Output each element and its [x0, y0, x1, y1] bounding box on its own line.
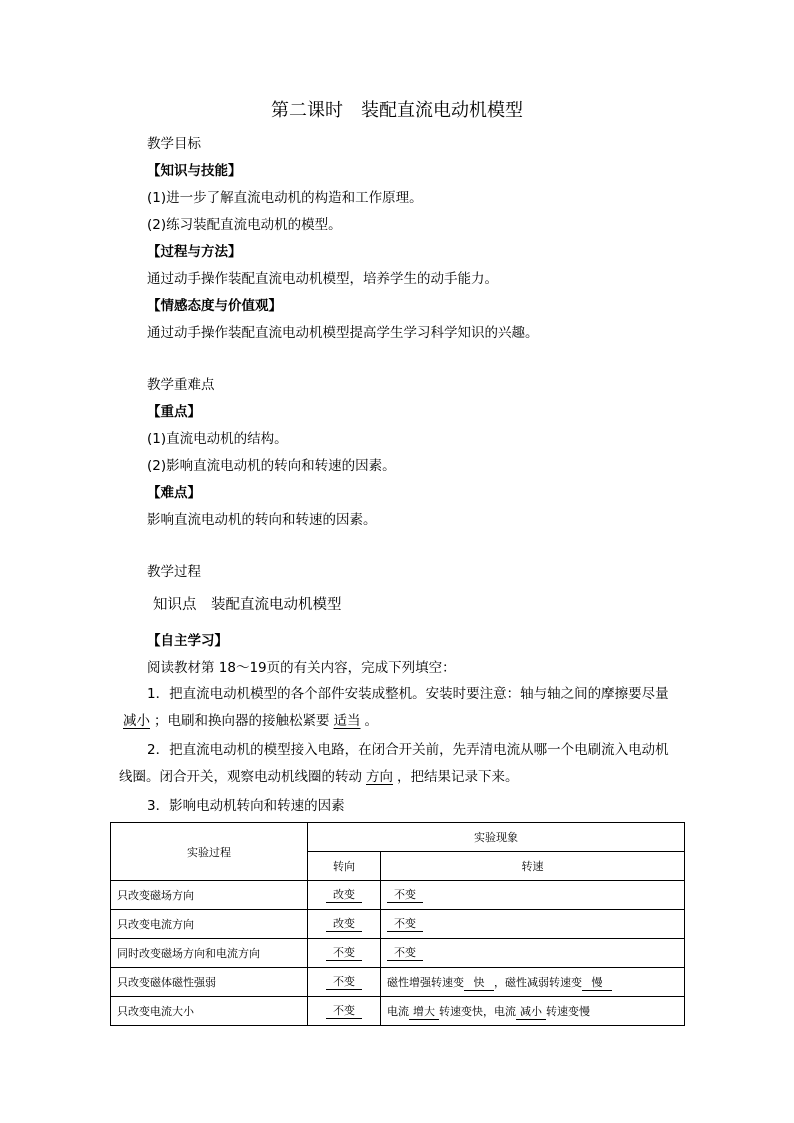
table-row — [111, 968, 685, 997]
q1-text-3: 。 — [364, 713, 378, 729]
knowledge-item-1: (1)进一步了解直流电动机的构造和工作原理。 — [147, 190, 423, 206]
row-direction — [308, 939, 381, 968]
row-direction — [308, 968, 381, 997]
row-speed — [381, 997, 685, 1026]
keypoints-heading: 教学重难点 — [147, 377, 215, 393]
direction-answer: 不变 — [326, 975, 362, 990]
row-process: 只改变磁体磁性强弱 — [111, 968, 308, 997]
speed-answer: 不变 — [387, 917, 423, 932]
direction-answer: 不变 — [326, 946, 362, 961]
table-row — [111, 881, 685, 910]
row-process: 只改变磁场方向 — [111, 881, 308, 910]
knowledge-point: 知识点 装配直流电动机模型 — [153, 597, 342, 613]
row-direction — [308, 910, 381, 939]
q1-answer-1: 减小 — [123, 713, 150, 729]
self-study-heading: 【自主学习】 — [147, 633, 228, 649]
speed-text-2: 转速变快，电流 — [439, 1004, 516, 1018]
difficulty-heading: 【难点】 — [147, 485, 201, 501]
row-direction — [308, 997, 381, 1026]
q2-answer: 方向 — [366, 769, 393, 785]
header-speed: 转速 — [381, 852, 685, 881]
row-process: 只改变电流方向 — [111, 910, 308, 939]
question-1 — [119, 681, 679, 735]
speed-answer-1: 快 — [464, 976, 494, 991]
q1-text-2: ；电刷和换向器的接触松紧要 — [154, 713, 330, 729]
speed-answer-2: 减小 — [516, 1005, 546, 1020]
speed-text-2: ，磁性减弱转速变 — [494, 975, 582, 989]
row-process: 只改变电流大小 — [111, 997, 308, 1026]
goals-heading: 教学目标 — [147, 136, 201, 152]
speed-text-1: 磁性增强转速变 — [387, 975, 464, 989]
header-phenomenon: 实验现象 — [308, 823, 685, 852]
knowledge-heading: 【知识与技能】 — [147, 163, 242, 179]
emotion-text: 通过动手操作装配直流电动机模型提高学生学习科学知识的兴趣。 — [147, 325, 539, 341]
study-intro: 阅读教材第 18～19页的有关内容，完成下列填空： — [147, 660, 456, 676]
q2-text-2: ，把结果记录下来。 — [397, 769, 519, 785]
row-speed — [381, 910, 685, 939]
knowledge-item-2: (2)练习装配直流电动机的模型。 — [147, 217, 342, 233]
question-3: 3．影响电动机转向和转速的因素 — [147, 798, 345, 814]
row-speed — [381, 968, 685, 997]
table-row — [111, 910, 685, 939]
row-speed — [381, 881, 685, 910]
row-speed — [381, 939, 685, 968]
direction-answer: 改变 — [326, 888, 362, 903]
speed-answer: 不变 — [387, 888, 423, 903]
experiment-table — [110, 822, 685, 1026]
speed-answer-2: 慢 — [582, 976, 612, 991]
row-process: 同时改变磁场方向和电流方向 — [111, 939, 308, 968]
focus-heading: 【重点】 — [147, 404, 201, 420]
speed-text-3: 转速变慢 — [546, 1004, 590, 1018]
focus-item-2: (2)影响直流电动机的转向和转速的因素。 — [147, 458, 396, 474]
table-row — [111, 939, 685, 968]
difficulty-text: 影响直流电动机的转向和转速的因素。 — [147, 512, 377, 528]
page-title: 第二课时 装配直流电动机模型 — [271, 100, 523, 121]
process-method-text: 通过动手操作装配直流电动机模型，培养学生的动手能力。 — [147, 271, 498, 287]
q2-text-1: 2．把直流电动机的模型接入电路，在闭合开关前，先弄清电流从哪一个电刷流入电动机线圈。闭合开关，观察电动机线圈的转动 — [119, 742, 669, 785]
header-direction: 转向 — [308, 852, 381, 881]
focus-item-1: (1)直流电动机的结构。 — [147, 431, 288, 447]
header-process: 实验过程 — [111, 823, 308, 881]
process-method-heading: 【过程与方法】 — [147, 244, 242, 260]
process-heading: 教学过程 — [147, 564, 201, 580]
direction-answer: 不变 — [326, 1004, 362, 1019]
question-2 — [119, 737, 679, 791]
speed-answer-1: 增大 — [409, 1005, 439, 1020]
speed-text-1: 电流 — [387, 1004, 409, 1018]
direction-answer: 改变 — [326, 917, 362, 932]
q1-answer-2: 适当 — [333, 713, 361, 729]
q1-text-1: 1．把直流电动机模型的各个部件安装成整机。安装时要注意：轴与轴之间的摩擦要尽量 — [147, 686, 669, 702]
speed-answer: 不变 — [387, 946, 423, 961]
table-row — [111, 997, 685, 1026]
emotion-heading: 【情感态度与价值观】 — [147, 298, 282, 314]
row-direction — [308, 881, 381, 910]
